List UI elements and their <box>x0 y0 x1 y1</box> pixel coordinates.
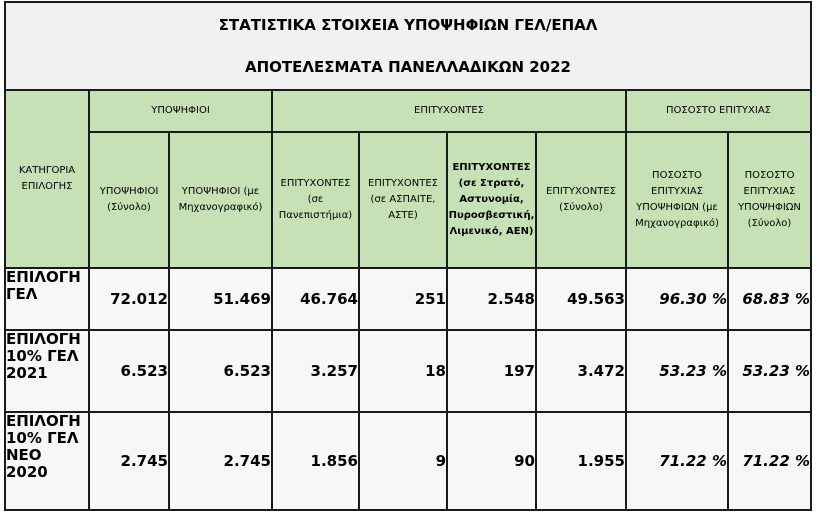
cell-candidates-application: 2.745 <box>169 412 272 510</box>
cell-successful-universities: 3.257 <box>272 330 359 412</box>
row-label: ΕΠΙΛΟΓΗ ΓΕΛ <box>5 268 89 330</box>
col-header-successful-total: ΕΠΙΤΥΧΟΝΤΕΣ (Σύνολο) <box>536 132 626 268</box>
table-row <box>5 268 811 330</box>
table-title <box>5 2 811 90</box>
cell-successful-universities: 1.856 <box>272 412 359 510</box>
col-header-successful-universities: ΕΠΙΤΥΧΟΝΤΕΣ (σε Πανεπιστήμια) <box>272 132 359 268</box>
cell-rate-total: 68.83 % <box>728 268 811 330</box>
cell-rate-total: 71.22 % <box>728 412 811 510</box>
cell-candidates-total: 6.523 <box>89 330 169 412</box>
cell-successful-military: 197 <box>447 330 536 412</box>
col-header-successful-military: ΕΠΙΤΥΧΟΝΤΕΣ (σε Στρατό, Αστυνομία, Πυροσβεστική, Λιμενικό, ΑΕΝ) <box>447 132 536 268</box>
cell-candidates-total: 2.745 <box>89 412 169 510</box>
successful-group-header: ΕΠΙΤΥΧΟΝΤΕΣ <box>272 90 626 132</box>
col-header-rate-application: ΠΟΣΟΣΤΟ ΕΠΙΤΥΧΙΑΣ ΥΠΟΨΗΦΙΩΝ (με Μηχανογραφικό) <box>626 132 728 268</box>
cell-successful-universities: 46.764 <box>272 268 359 330</box>
cell-candidates-total: 72.012 <box>89 268 169 330</box>
title-row <box>5 2 811 90</box>
col-header-candidates-application: ΥΠΟΨΗΦΙΟΙ (με Μηχανογραφικό) <box>169 132 272 268</box>
col-header-rate-total: ΠΟΣΟΣΤΟ ΕΠΙΤΥΧΙΑΣ ΥΠΟΨΗΦΙΩΝ (Σύνολο) <box>728 132 811 268</box>
title-line-2: ΑΠΟΤΕΛΕΣΜΑΤΑ ΠΑΝΕΛΛΑΔΙΚΩΝ 2022 <box>245 58 571 76</box>
column-header-row <box>5 132 811 268</box>
table-row <box>5 330 811 412</box>
cell-candidates-application: 6.523 <box>169 330 272 412</box>
cell-successful-total: 49.563 <box>536 268 626 330</box>
group-header-row <box>5 90 811 132</box>
cell-successful-total: 3.472 <box>536 330 626 412</box>
results-table <box>4 1 812 511</box>
category-header: ΚΑΤΗΓΟΡΙΑ ΕΠΙΛΟΓΗΣ <box>5 90 89 268</box>
table-row <box>5 412 811 510</box>
cell-rate-application: 96.30 % <box>626 268 728 330</box>
cell-successful-aspaite: 18 <box>359 330 447 412</box>
col-header-successful-aspaite: ΕΠΙΤΥΧΟΝΤΕΣ (σε ΑΣΠΑΙΤΕ, ΑΣΤΕ) <box>359 132 447 268</box>
col-header-candidates-total: ΥΠΟΨΗΦΙΟΙ (Σύνολο) <box>89 132 169 268</box>
cell-successful-aspaite: 9 <box>359 412 447 510</box>
row-label: ΕΠΙΛΟΓΗ 10% ΓΕΛ 2021 <box>5 330 89 412</box>
candidates-group-header: ΥΠΟΨΗΦΙΟΙ <box>89 90 272 132</box>
cell-rate-total: 53.23 % <box>728 330 811 412</box>
title-line-1: ΣΤΑΤΙΣΤΙΚΑ ΣΤΟΙΧΕΙΑ ΥΠΟΨΗΦΙΩΝ ΓΕΛ/ΕΠΑΛ <box>218 16 598 34</box>
statistics-sheet <box>4 1 810 521</box>
cell-candidates-application: 51.469 <box>169 268 272 330</box>
rate-group-header: ΠΟΣΟΣΤΟ ΕΠΙΤΥΧΙΑΣ <box>626 90 811 132</box>
cell-successful-total: 1.955 <box>536 412 626 510</box>
cell-successful-aspaite: 251 <box>359 268 447 330</box>
cell-successful-military: 90 <box>447 412 536 510</box>
cell-successful-military: 2.548 <box>447 268 536 330</box>
cell-rate-application: 71.22 % <box>626 412 728 510</box>
cell-rate-application: 53.23 % <box>626 330 728 412</box>
row-label: ΕΠΙΛΟΓΗ 10% ΓΕΛ ΝΕΟ 2020 <box>5 412 89 510</box>
